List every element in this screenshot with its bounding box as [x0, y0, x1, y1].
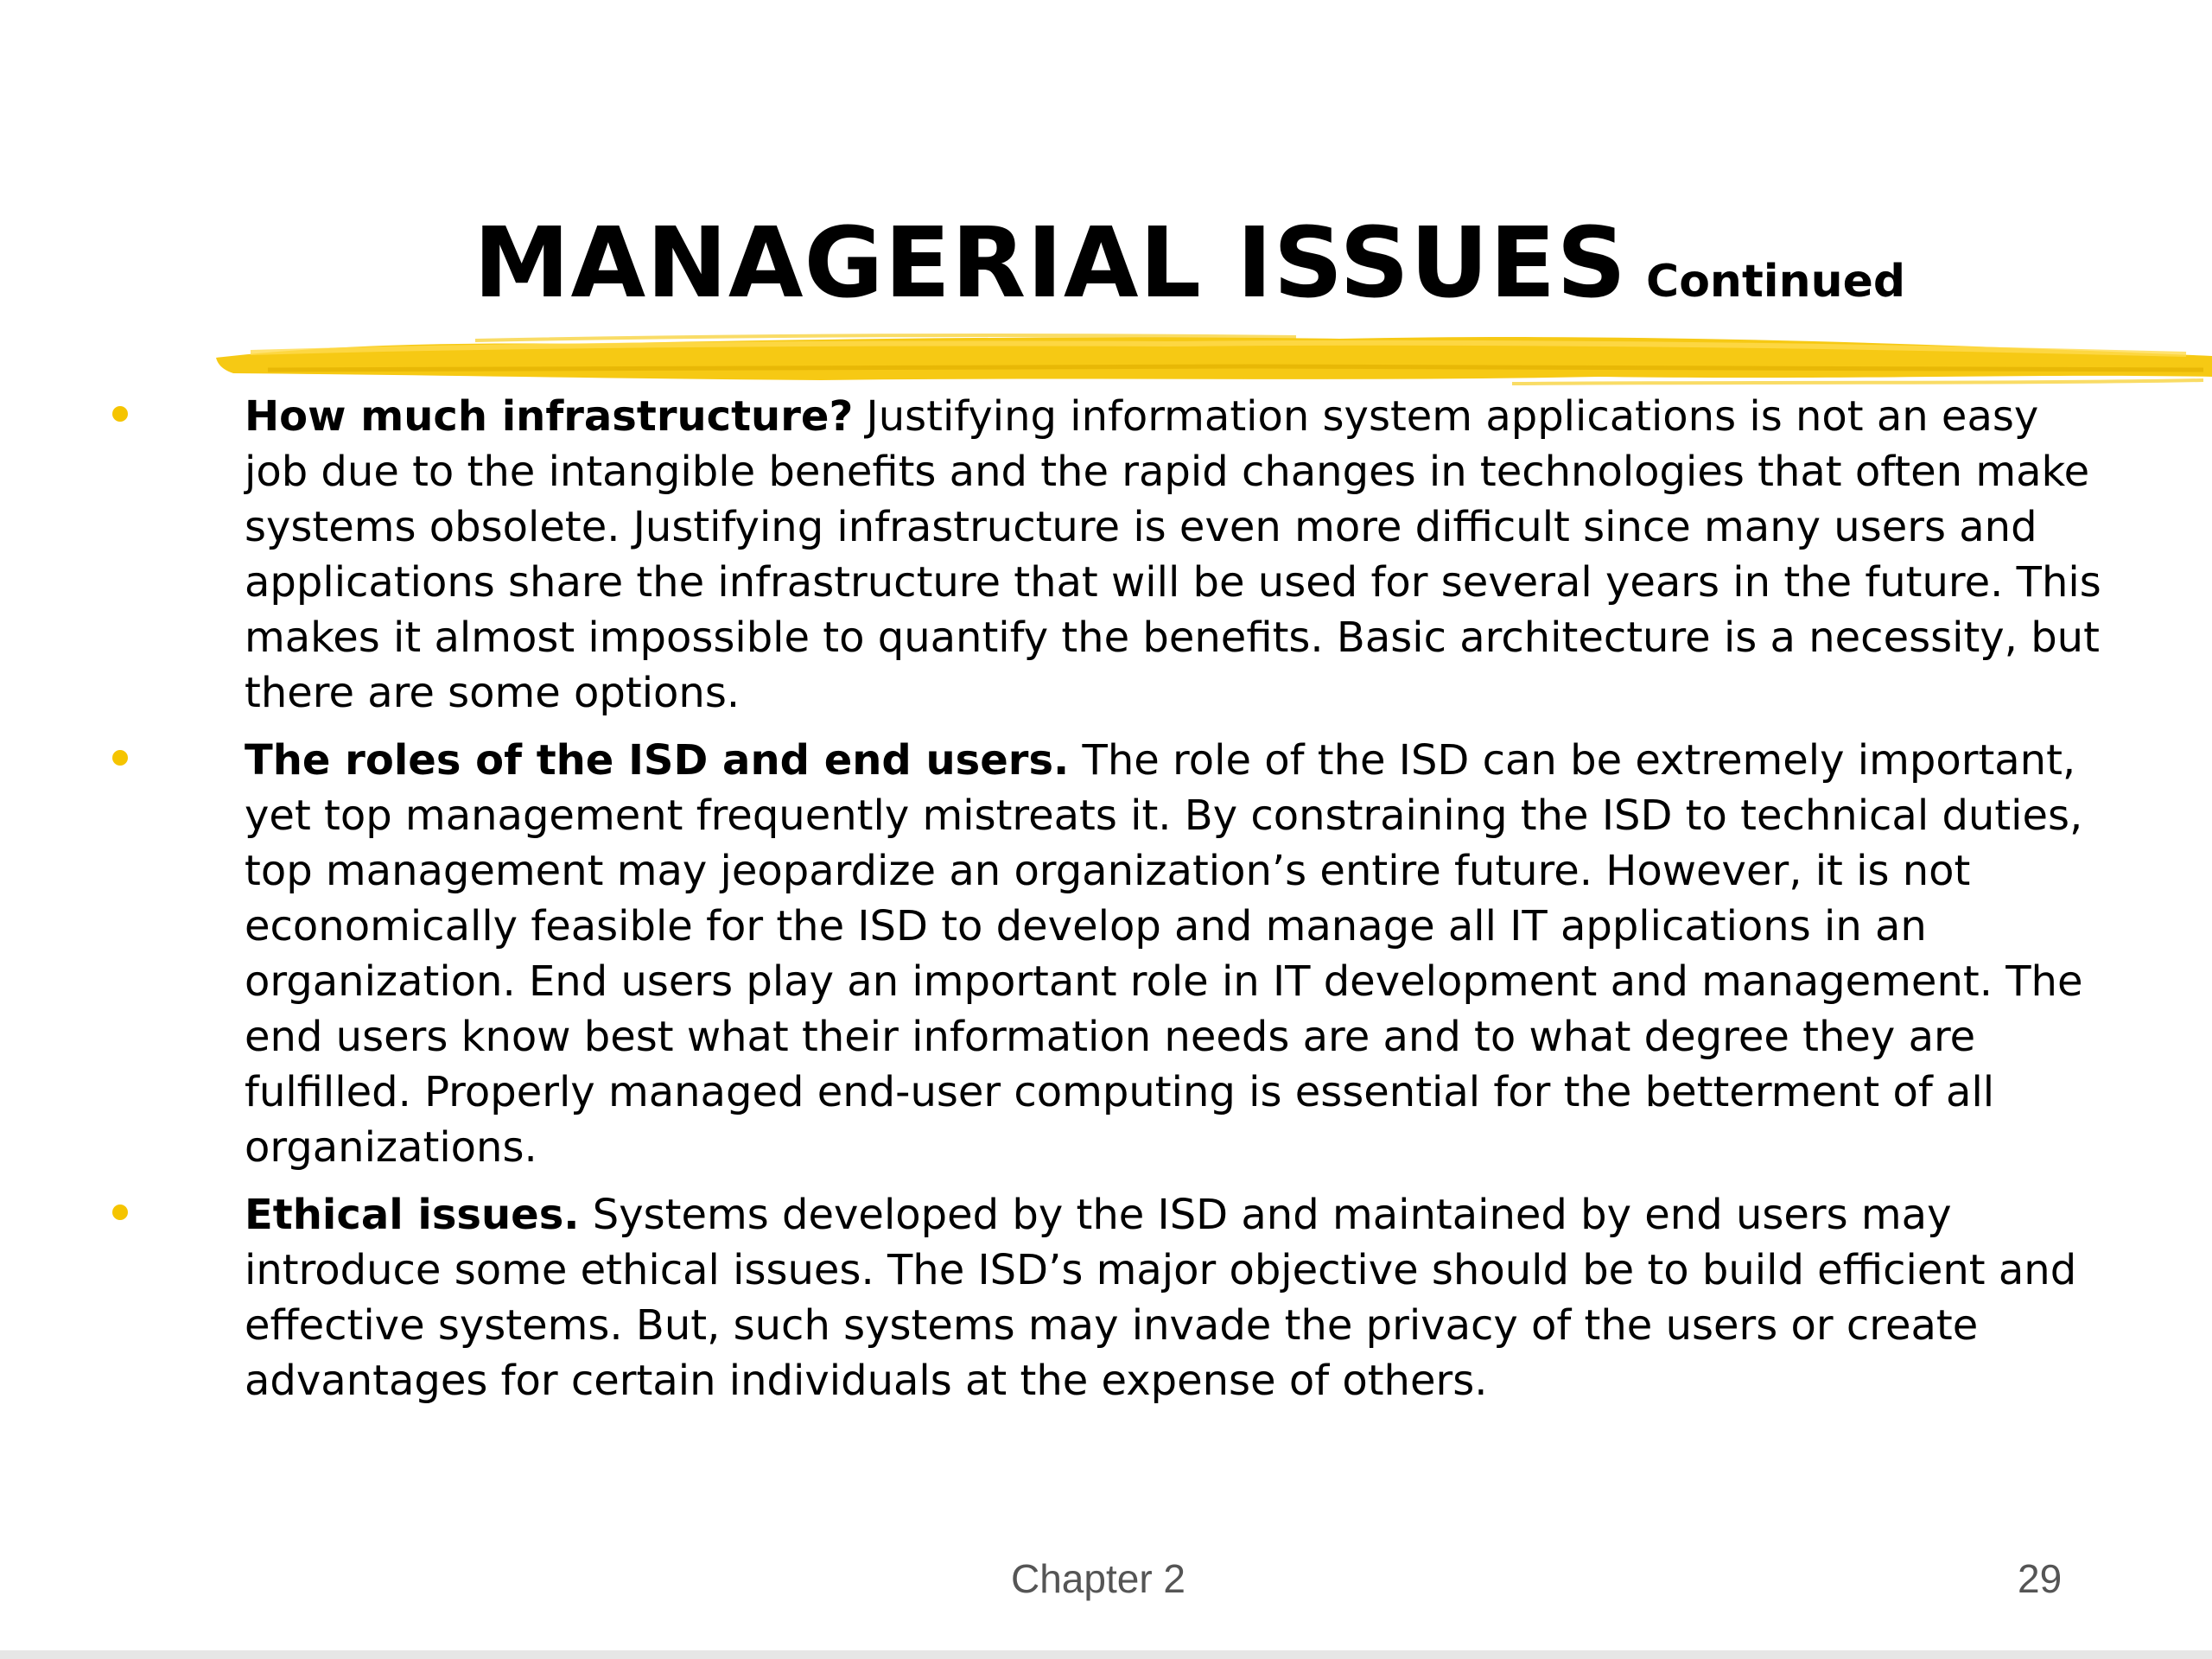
bullet-dot-icon	[112, 750, 128, 766]
title-continued-text: Continued	[1646, 256, 1906, 308]
bullet-heading: The roles of the ISD and end users.	[245, 736, 1070, 785]
title-text: MANAGERIAL ISSUES	[474, 207, 1628, 320]
bullet-item	[0, 733, 2212, 1175]
bullet-dot-icon	[112, 1205, 128, 1220]
bullet-body: Justifying information system applications is not an easy job due to the intangible benefits and the rapid changes in technologies that often make systems obsolete. Justifying infrastructure is even more difficult since many users and applications share the infrastructure that will be used for several years in the future. This makes it almost impossible to quantify the benefits. Basic architecture is a necessity, but there are some options.	[245, 392, 2101, 717]
bullet-dot-icon	[112, 406, 128, 422]
bullet-heading: How much infrastructure?	[245, 392, 854, 441]
bullet-item	[0, 389, 2212, 721]
bullet-text	[245, 1187, 2111, 1408]
yellow-brush-stroke-icon	[216, 327, 2212, 396]
slide-title	[474, 207, 2115, 328]
footer-page-number: 29	[2018, 1556, 2063, 1601]
bullet-list	[0, 389, 2212, 1421]
bullet-heading: Ethical issues.	[245, 1191, 580, 1239]
bottom-divider	[0, 1650, 2212, 1659]
bullet-body: Systems developed by the ISD and maintained by end users may introduce some ethical issues. The ISD’s major objective should be to build efficient and effective systems. But, such systems may invade the privacy of the users or create advantages for certain individuals at the expense of others.	[245, 1191, 2077, 1405]
bullet-body: The role of the ISD can be extremely important, yet top management frequently mistreats it. By constraining the ISD to technical duties, top management may jeopardize an organization’s entire future. However, it is not economically feasible for the ISD to develop and manage all IT applications in an organization. End users play an important role in IT development and management. The end users know best what their information needs are and to what degree they are fulfilled. Properly managed end-user computing is essential for the betterment of all organizations.	[245, 736, 2083, 1172]
bullet-text	[245, 389, 2111, 721]
bullet-text	[245, 733, 2111, 1175]
footer-chapter: Chapter 2	[1011, 1556, 1186, 1601]
bullet-item	[0, 1187, 2212, 1408]
